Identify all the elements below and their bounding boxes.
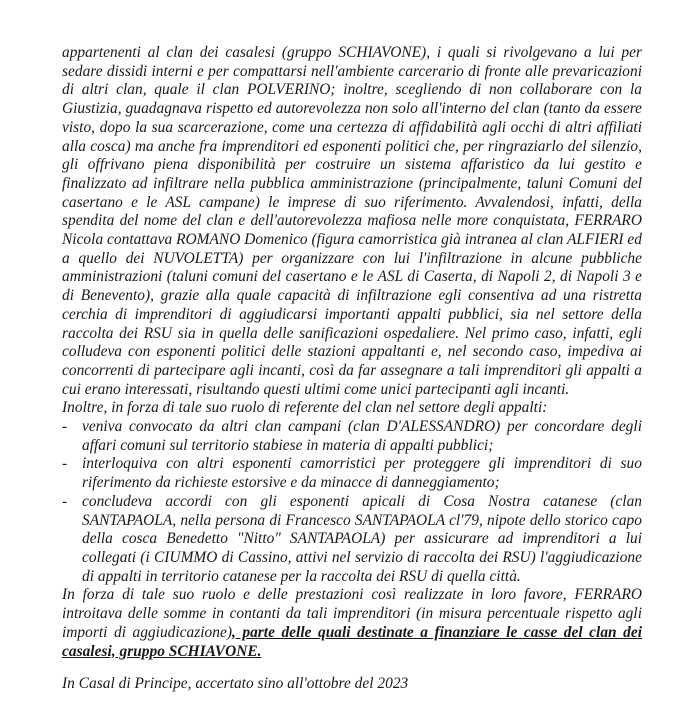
list-item-text: concludeva accordi con gli esponenti apicali di Cosa Nostra catanese (clan SANTAPAOLA, nella persona di Francesco SANTAPAOLA cl'79, nipote dello storico capo della cosca Benedetto "Nitto" SANTAPAOLA) per assicurare ad imprenditori a lui collegati (i CIUMMO di Cassino, attivi nel servizio di raccolta dei RSU) l'aggiudicazione di appalti in territorio catanese per la raccolta dei RSU di quella città. [82,492,642,585]
signoff-line: In Casal di Principe, accertato sino all'ottobre del 2023 [62,675,409,693]
list-item-text: interloquiva con altri esponenti camorristici per proteggere gli imprenditori di suo riferimento da richieste estorsive e da minacce di danneggiamento; [82,455,642,492]
bullet-dash: - [62,455,68,473]
document-page [62,44,642,694]
paragraph-3-emphasis: , parte delle quali destinate a finanziare le casse del clan dei casalesi, gruppo SCHIAVONE. [62,623,642,660]
list-item [62,455,642,492]
bullet-dash: - [62,418,68,436]
list-item [62,418,642,455]
bullet-list [62,418,642,586]
paragraph-3 [62,586,642,661]
paragraph-2-intro: Inoltre, in forza di tale suo ruolo di referente del clan nel settore degli appalti: [62,399,548,417]
paragraph-3-text: In forza di tale suo ruolo e delle prestazioni così realizzate in loro favore, FERRARO introitava delle somme in contanti da tali imprenditori (in misura percentuale rispetto agli importi di aggiudicazione) [62,586,642,641]
bullet-dash: - [62,492,68,510]
list-item [62,493,642,587]
list-item-text: veniva convocato da altri clan campani (clan D'ALESSANDRO) per concordare degli affari comuni sul territorio stabiese in materia di appalti pubblici; [82,418,642,454]
paragraph-1: appartenenti al clan dei casalesi (gruppo SCHIAVONE), i quali si rivolgevano a lui per sedare dissidi interni e per compattarsi nell'ambiente carcerario di fronte alle prevaricazioni di altri clan, quale il clan POLVERINO; inoltre, scegliendo di non collaborare con la Giustizia, guadagnava rispetto ed autorevolezza non solo all'interno del clan (tanto da essere visto, dopo la sua scarcerazione, come una certezza di affidabilità agli occhi di altri affiliati alla cosca) ma anche fra imprenditori ed esponenti politici che, per ringraziarlo del silenzio, gli offrivano piena disponibilità per costruire un sistema affaristico da lui gestito e finalizzato ad infiltrare nella pubblica amministrazione (principalmente, taluni Comuni del casertano e le ASL campane) le imprese di suo riferimento. Avvalendosi, infatti, della spendita del nome del clan e dell'autorevolezza mafiosa nelle more conquistata, FERRARO Nicola contattava ROMANO Domenico (figura camorristica già intranea al clan ALFIERI ed a quello dei NUVOLETTA) per organizzare con lui l'infiltrazione in alcune pubbliche amministrazioni (taluni comuni del casertano e le ASL di Caserta, di Napoli 2, di Napoli 3 e di Benevento), grazie alla quale capacità di infiltrazione egli consentiva ad una ristretta cerchia di imprenditori di aggiudicarsi importanti appalti pubblici, sia nel settore della raccolta dei RSU sia in quella delle sanificazioni ospedaliere. Nel primo caso, infatti, egli colludeva con esponenti politici delle stazioni appaltanti e, nel secondo caso, impediva ai concorrenti di partecipare agli incanti, così da far assegnare a tali imprenditori gli appalti a cui erano interessati, risultando questi ultimi come unici partecipanti agli incanti. [62,44,642,398]
